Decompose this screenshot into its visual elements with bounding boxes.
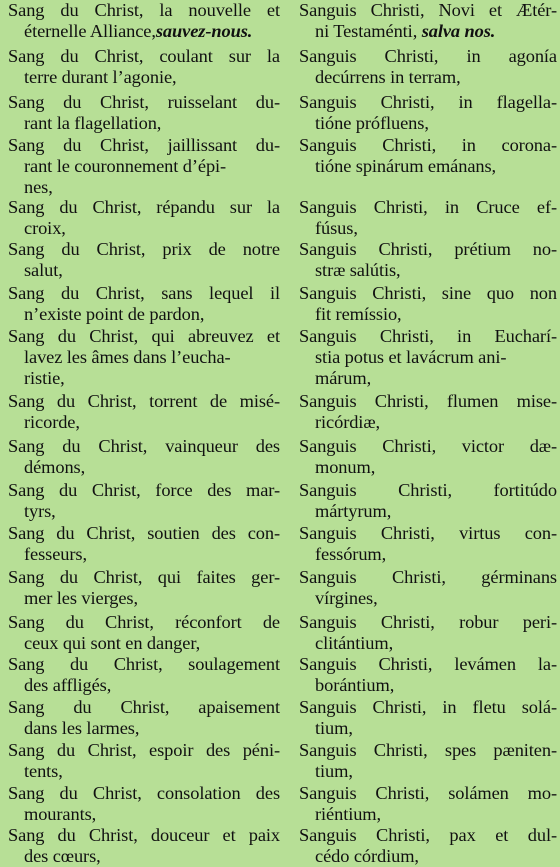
latin-invocation [299,326,557,389]
french-invocation [8,825,280,867]
latin-invocation [299,239,557,281]
latin-invocation [299,654,557,696]
latin-line-text: márum, [315,368,372,388]
latin-line [299,304,557,325]
latin-line [299,67,557,88]
french-response: sauvez-nous. [155,21,253,41]
french-line [8,804,280,825]
french-invocation [8,612,280,654]
french-line-text: mer les vierges, [24,588,138,608]
french-line [8,239,280,260]
latin-line-text: fessórum, [315,544,387,564]
french-invocation [8,436,280,478]
latin-line-text: Sanguis Christi, victor dæ- [299,436,557,456]
latin-line [299,436,557,457]
french-line [8,740,280,761]
french-line-text: Sang du Christ, torrent de misé- [8,391,280,411]
latin-invocation [299,523,557,565]
latin-line [299,783,557,804]
latin-line-text: borántium, [315,675,395,695]
french-line [8,567,280,588]
latin-response: salva nos. [421,21,496,41]
french-line [8,436,280,457]
latin-line [299,740,557,761]
french-line-text: lavez les âmes dans l’eucha- [24,347,231,367]
latin-line [299,21,557,42]
french-line-text: salut, [24,260,63,280]
french-line [8,412,280,433]
latin-line-text: Sanguis Christi, in flagella- [299,92,557,112]
french-line-text: Sang du Christ, qui abreuvez et [8,326,280,346]
latin-line-text: cédo córdium, [315,846,419,866]
latin-line [299,218,557,239]
french-line-text: rant la flagellation, [24,113,162,133]
french-line [8,92,280,113]
french-line-text: Sang du Christ, soutien des con- [8,523,280,543]
french-line-text: Sang du Christ, prix de notre [8,239,280,259]
french-line-text: tyrs, [24,501,56,521]
french-line [8,480,280,501]
french-line-text: Sang du Christ, douceur et paix [8,825,280,845]
latin-line-text: Sanguis Christi, fortitúdo [299,480,557,500]
french-invocation [8,197,280,239]
latin-line-text: ni Testaménti, [315,21,418,41]
latin-line-text: Sanguis Christi, spes pæniten- [299,740,557,760]
latin-invocation [299,567,557,609]
french-line [8,135,280,156]
latin-line [299,825,557,846]
french-line [8,113,280,134]
latin-invocation [299,436,557,478]
french-line-text: Sang du Christ, apaisement [8,697,280,717]
french-line-text: croix, [24,218,66,238]
french-line-text: mourants, [24,804,97,824]
latin-line-text: Sanguis Christi, in agonía [299,46,557,66]
french-line [8,523,280,544]
latin-line-text: monum, [315,457,376,477]
french-line-text: ristie, [24,368,65,388]
french-line-text: ricorde, [24,412,80,432]
latin-line-text: Sanguis Christi, pax et dul- [299,825,557,845]
latin-line-text: Sanguis Christi, prétium no- [299,239,557,259]
latin-line [299,501,557,522]
french-line-text: ceux qui sont en danger, [24,633,201,653]
french-line-text: éternelle Alliance, [24,21,156,41]
latin-invocation [299,612,557,654]
french-line-text: Sang du Christ, soulagement [8,654,280,674]
french-invocation [8,92,280,134]
french-line [8,718,280,739]
latin-line-text: clitántium, [315,633,394,653]
french-invocation [8,326,280,389]
french-line [8,177,280,198]
french-line-text: n’existe point de pardon, [24,304,205,324]
latin-line-text: Sanguis Christi, sine quo non [299,283,557,303]
french-line [8,588,280,609]
french-invocation [8,480,280,522]
latin-line-text: Sanguis Christi, in Eucharí- [299,326,557,346]
latin-line-text: tium, [315,718,353,738]
latin-line [299,544,557,565]
french-line [8,368,280,389]
french-invocation [8,0,280,42]
latin-line-text: tióne prófluens, [315,113,429,133]
latin-line-text: Sanguis Christi, Novi et Ætér- [299,0,557,20]
french-line [8,0,280,21]
french-line-text: Sang du Christ, coulant sur la [8,46,280,66]
french-line-text: Sang du Christ, consolation des [8,783,280,803]
latin-line [299,675,557,696]
latin-line [299,846,557,867]
latin-line [299,239,557,260]
latin-invocation [299,0,557,42]
latin-line [299,412,557,433]
french-line-text: Sang du Christ, qui faites ger- [8,567,280,587]
french-line [8,326,280,347]
french-line [8,501,280,522]
latin-line-text: Sanguis Christi, in fletu solá- [299,697,557,717]
latin-invocation [299,480,557,522]
french-line [8,260,280,281]
french-line-text: terre durant l’agonie, [24,67,177,87]
latin-line-text: Sanguis Christi, virtus con- [299,523,557,543]
latin-line [299,457,557,478]
french-line-text: Sang du Christ, sans lequel il [8,283,280,303]
french-line-text: Sang du Christ, espoir des péni- [8,740,280,760]
french-line [8,21,280,42]
latin-line [299,588,557,609]
french-line [8,347,280,368]
french-line [8,304,280,325]
french-line [8,633,280,654]
french-invocation [8,697,280,739]
latin-line [299,523,557,544]
french-line [8,457,280,478]
latin-line [299,0,557,21]
latin-line [299,326,557,347]
latin-line-text: riéntium, [315,804,382,824]
latin-invocation [299,92,557,134]
latin-line [299,567,557,588]
latin-line-text: stræ salútis, [315,260,401,280]
french-line-text: nes, [24,177,53,197]
latin-line-text: Sanguis Christi, in corona- [299,135,557,155]
french-line-text: Sang du Christ, ruisselant du- [8,92,280,112]
latin-line-text: tióne spinárum emánans, [315,156,497,176]
latin-line [299,633,557,654]
latin-line [299,718,557,739]
french-line-text: Sang du Christ, la nouvelle et [8,0,280,20]
french-invocation [8,283,280,325]
latin-invocation [299,825,557,867]
french-line-text: des affligés, [24,675,112,695]
french-line [8,783,280,804]
french-invocation [8,46,280,88]
latin-line [299,368,557,389]
latin-line-text: tium, [315,761,353,781]
latin-line-text: fúsus, [315,218,358,238]
french-invocation [8,391,280,433]
french-line [8,283,280,304]
latin-line-text: Sanguis Christi, gérminans [299,567,557,587]
french-line [8,156,280,177]
french-line-text: dans les larmes, [24,718,140,738]
french-line [8,67,280,88]
latin-line [299,612,557,633]
latin-line [299,347,557,368]
french-line [8,654,280,675]
latin-invocation [299,740,557,782]
latin-line-text: Sanguis Christi, in Cruce ef- [299,197,557,217]
french-line [8,46,280,67]
french-invocation [8,654,280,696]
french-line [8,675,280,696]
french-line [8,612,280,633]
french-invocation [8,239,280,281]
french-line-text: démons, [24,457,86,477]
latin-line-text: ricórdiæ, [315,412,380,432]
french-line [8,391,280,412]
latin-invocation [299,135,557,177]
french-line [8,846,280,867]
latin-line [299,156,557,177]
french-invocation [8,135,280,198]
french-line [8,218,280,239]
latin-invocation [299,283,557,325]
latin-line-text: Sanguis Christi, solámen mo- [299,783,557,803]
french-line-text: Sang du Christ, vainqueur des [8,436,280,456]
latin-invocation [299,46,557,88]
latin-line-text: stia potus et lavácrum ani- [315,347,507,367]
french-invocation [8,567,280,609]
latin-line [299,654,557,675]
french-line-text: Sang du Christ, force des mar- [8,480,280,500]
latin-line [299,391,557,412]
french-line-text: Sang du Christ, répandu sur la [8,197,280,217]
latin-line-text: Sanguis Christi, levámen la- [299,654,557,674]
french-line [8,825,280,846]
french-line-text: fesseurs, [24,544,87,564]
latin-invocation [299,391,557,433]
french-line [8,761,280,782]
latin-line [299,260,557,281]
latin-line [299,197,557,218]
latin-line [299,92,557,113]
latin-invocation [299,697,557,739]
french-line [8,697,280,718]
latin-line-text: decúrrens in terram, [315,67,461,87]
latin-line [299,283,557,304]
latin-line [299,761,557,782]
latin-line-text: Sanguis Christi, flumen mise- [299,391,557,411]
latin-line-text: fit remíssio, [315,304,402,324]
french-line [8,544,280,565]
french-line-text: tents, [24,761,63,781]
latin-line [299,113,557,134]
french-line-text: Sang du Christ, jaillissant du- [8,135,280,155]
french-line-text: des cœurs, [24,846,101,866]
latin-line-text: vírgines, [315,588,378,608]
latin-invocation [299,783,557,825]
french-line-text: rant le couronnement d’épi- [24,156,227,176]
latin-line-text: mártyrum, [315,501,392,521]
latin-line [299,804,557,825]
french-line [8,197,280,218]
french-invocation [8,740,280,782]
latin-line [299,697,557,718]
french-invocation [8,783,280,825]
latin-line [299,480,557,501]
latin-line [299,135,557,156]
latin-line [299,46,557,67]
french-invocation [8,523,280,565]
latin-line-text: Sanguis Christi, robur peri- [299,612,557,632]
french-line-text: Sang du Christ, réconfort de [8,612,280,632]
latin-invocation [299,197,557,239]
